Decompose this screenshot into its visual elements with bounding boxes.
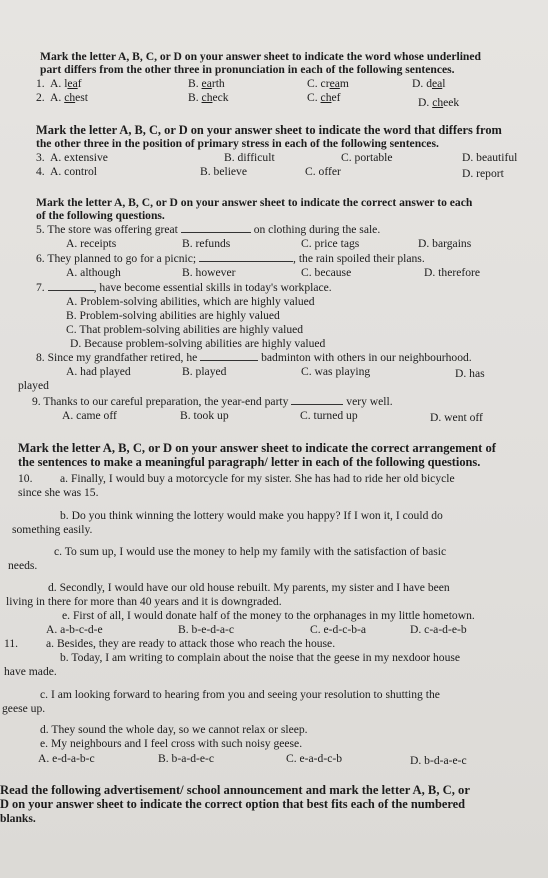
- option-c: C. That problem-solving abilities are highly valued: [66, 323, 304, 336]
- option-b: B. difficult: [224, 151, 275, 164]
- option-b: B. b-a-d-e-c: [158, 752, 215, 765]
- section-instruction: the sentences to make a meaningful paragraph/ letter in each of the following questions.: [18, 455, 481, 469]
- sentence-a-continued: since she was 15.: [18, 486, 99, 499]
- sentence-b-continued: have made.: [4, 665, 57, 678]
- option-c: C. price tags: [301, 237, 360, 250]
- question-number: 4.: [36, 165, 45, 178]
- option-d: D. deal: [412, 77, 446, 90]
- option-b: B. Problem-solving abilities are highly valued: [66, 309, 280, 322]
- option-d: D. b-d-a-e-c: [410, 754, 467, 767]
- section-instruction: the other three in the position of primary stress in each of the following sentences.: [36, 137, 439, 150]
- section-instruction: Mark the letter A, B, C, or D on your answer sheet to indicate the correct answer to each: [36, 196, 473, 209]
- option-a: A. although: [66, 266, 121, 279]
- option-a: A. came off: [62, 409, 117, 422]
- question-number: 2.: [36, 91, 45, 104]
- section-instruction: Mark the letter A, B, C, or D on your answer sheet to indicate the correct arrangement of: [18, 441, 496, 455]
- section-instruction: part differs from the other three in pronunciation in each of the following sentences.: [40, 63, 455, 76]
- sentence-d: d. They sound the whole day, so we cannot relax or sleep.: [40, 723, 308, 736]
- option-c: C. cream: [307, 77, 349, 90]
- option-b: B. took up: [180, 409, 229, 422]
- option-c: C. offer: [305, 165, 341, 178]
- sentence-d-continued: living in there for more than 40 years and it is downgraded.: [6, 595, 282, 608]
- question-stem: 8. Since my grandfather retired, he badminton with others in our neighbourhood.: [36, 351, 472, 364]
- option-c: C. e-d-c-b-a: [310, 623, 367, 636]
- option-c: C. e-a-d-c-b: [286, 752, 343, 765]
- sentence-c-continued: needs.: [8, 559, 38, 572]
- section-instruction: Mark the letter A, B, C, or D on your answer sheet to indicate the word whose underlined: [40, 50, 481, 63]
- option-c: C. turned up: [300, 409, 358, 422]
- sentence-b-continued: something easily.: [12, 523, 93, 536]
- sentence-c: c. I am looking forward to hearing from you and seeing your resolution to shutting the: [40, 688, 440, 701]
- option-b: B. b-e-d-a-c: [178, 623, 235, 636]
- option-b: B. refunds: [182, 237, 231, 250]
- section-instruction: blanks.: [0, 812, 36, 825]
- option-d: D. cheek: [418, 96, 460, 109]
- question-number: 1.: [36, 77, 45, 90]
- sentence-b: b. Do you think winning the lottery would make you happy? If I won it, I could do: [60, 509, 443, 522]
- option-d: D. beautiful: [462, 151, 518, 164]
- question-number: 3.: [36, 151, 45, 164]
- option-a: A. control: [50, 165, 98, 178]
- sentence-a: a. Finally, I would buy a motorcycle for my sister. She has had to ride her old bicycle: [60, 472, 455, 485]
- option-a: A. leaf: [50, 77, 82, 90]
- option-a: A. receipts: [66, 237, 117, 250]
- option-b: B. check: [188, 91, 229, 104]
- option-d: D. has: [455, 367, 485, 380]
- sentence-d: d. Secondly, I would have our old house rebuilt. My parents, my sister and I have been: [48, 581, 450, 594]
- option-b: B. believe: [200, 165, 248, 178]
- question-stem: 7. , have become essential skills in today's workplace.: [36, 281, 332, 294]
- option-d: D. Because problem-solving abilities are highly valued: [70, 337, 326, 350]
- option-b: B. earth: [188, 77, 225, 90]
- option-a: A. had played: [66, 365, 131, 378]
- section-instruction: Mark the letter A, B, C, or D on your answer sheet to indicate the word that differs from: [36, 123, 502, 137]
- option-c: C. was playing: [301, 365, 371, 378]
- option-a: A. a-b-c-d-e: [46, 623, 103, 636]
- answer-blank: [291, 395, 343, 405]
- question-number: 10.: [18, 472, 33, 485]
- option-c: C. portable: [341, 151, 393, 164]
- sentence-a: a. Besides, they are ready to attack those who reach the house.: [46, 637, 336, 650]
- option-a: A. Problem-solving abilities, which are highly valued: [66, 295, 315, 308]
- option-d-continued: played: [18, 379, 49, 392]
- answer-blank: [181, 223, 251, 233]
- option-d: D. report: [462, 167, 504, 180]
- sentence-c-continued: geese up.: [2, 702, 46, 715]
- option-a: A. e-d-a-b-c: [38, 752, 95, 765]
- sentence-e: e. My neighbours and I feel cross with such noisy geese.: [40, 737, 303, 750]
- answer-blank: [48, 281, 94, 291]
- sentence-e: e. First of all, I would donate half of the money to the orphanages in my little hometown.: [62, 609, 475, 622]
- section-instruction: Read the following advertisement/ school announcement and mark the letter A, B, C, or: [0, 783, 470, 797]
- question-stem: 5. The store was offering great on clothing during the sale.: [36, 223, 381, 236]
- sentence-c: c. To sum up, I would use the money to help my family with the satisfaction of basic: [54, 545, 447, 558]
- answer-blank: [200, 351, 258, 361]
- option-d: D. therefore: [424, 266, 481, 279]
- option-a: A. extensive: [50, 151, 108, 164]
- answer-blank: [199, 252, 293, 262]
- option-a: A. chest: [50, 91, 89, 104]
- option-c: C. chef: [307, 91, 341, 104]
- question-number: 11.: [4, 637, 19, 650]
- option-d: D. went off: [430, 411, 483, 424]
- option-b: B. played: [182, 365, 227, 378]
- option-d: D. bargains: [418, 237, 472, 250]
- question-stem: 6. They planned to go for a picnic; , the rain spoiled their plans.: [36, 252, 425, 265]
- option-b: B. however: [182, 266, 236, 279]
- sentence-b: b. Today, I am writing to complain about the noise that the geese in my nexdoor house: [60, 651, 461, 664]
- section-instruction: of the following questions.: [36, 209, 165, 222]
- option-d: D. c-a-d-e-b: [410, 623, 467, 636]
- section-instruction: D on your answer sheet to indicate the correct option that best fits each of the numbered: [0, 797, 466, 811]
- question-stem: 9. Thanks to our careful preparation, the year-end party very well.: [32, 395, 393, 408]
- option-c: C. because: [301, 266, 352, 279]
